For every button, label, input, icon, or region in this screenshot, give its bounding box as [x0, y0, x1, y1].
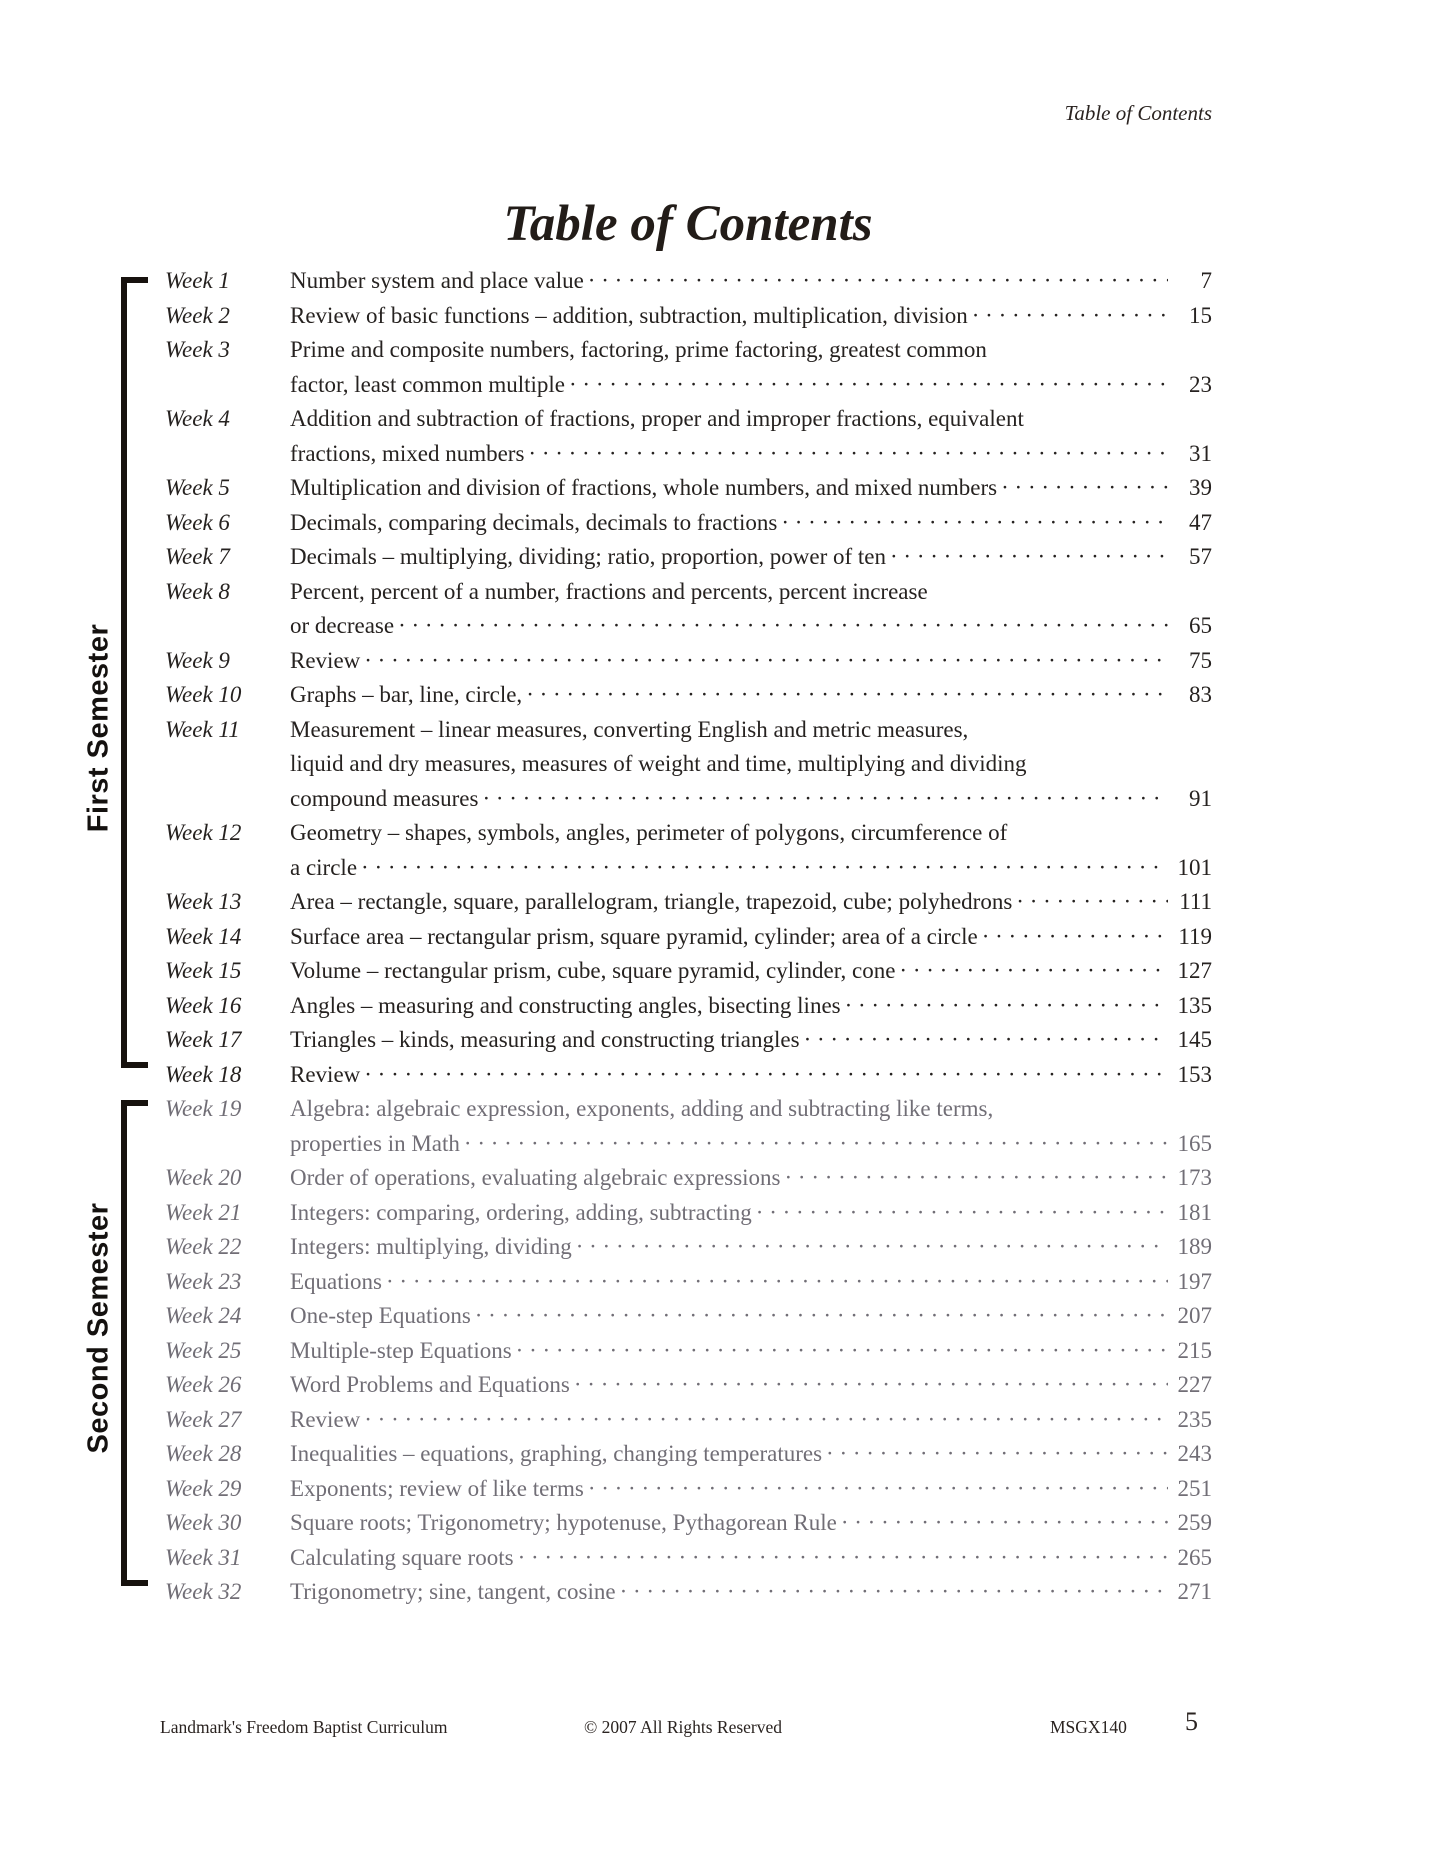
toc-line-text: Triangles – kinds, measuring and constructing triangles	[290, 1027, 800, 1052]
toc-week-label: Week 12	[165, 820, 242, 845]
footer-publisher: Landmark's Freedom Baptist Curriculum	[160, 1717, 448, 1737]
toc-entry-description	[290, 1575, 1212, 1610]
toc-line-text: Geometry – shapes, symbols, angles, perimeter of polygons, circumference of	[290, 820, 1008, 845]
toc-week-label: Week 9	[165, 647, 230, 673]
dot-leader	[518, 1541, 1168, 1576]
toc-entry-description	[290, 402, 1212, 471]
toc-entry	[165, 402, 1212, 471]
toc-week-label: Week 14	[165, 923, 242, 949]
toc-week-label: Week 29	[165, 1475, 242, 1501]
toc-week-label: Week 21	[165, 1199, 242, 1225]
toc-line-text: Trigonometry; sine, tangent, cosine	[290, 1579, 616, 1604]
toc-entry	[165, 506, 1212, 541]
toc-page-number: 173	[1177, 1165, 1212, 1190]
toc-line-text: Volume – rectangular prism, cube, square pyramid, cylinder, cone	[290, 958, 896, 983]
toc-line	[290, 299, 1212, 334]
toc-week-label: Week 32	[165, 1579, 242, 1604]
dot-leader	[982, 920, 1168, 955]
toc-entry	[165, 816, 1212, 885]
toc-line-text: Equations	[290, 1268, 382, 1294]
toc-page-number: 259	[1177, 1510, 1212, 1535]
toc-entry	[165, 885, 1212, 920]
toc-line	[290, 540, 1212, 575]
toc-week-label: Week 24	[165, 1303, 242, 1328]
toc-entry-description	[290, 678, 1212, 713]
toc-week-label: Week 7	[165, 544, 230, 569]
toc-entry-description	[290, 333, 1212, 402]
dot-leader	[785, 1161, 1169, 1196]
toc-entry	[165, 575, 1212, 644]
toc-line-text: Inequalities – equations, graphing, changing temperatures	[290, 1441, 823, 1466]
toc-entry	[165, 1334, 1212, 1369]
toc-entry	[165, 1299, 1212, 1334]
dot-leader	[845, 989, 1168, 1024]
toc-entry-description	[290, 506, 1212, 541]
dot-leader	[361, 851, 1168, 886]
toc-line-text: Review	[290, 1061, 361, 1087]
dot-leader	[526, 678, 1168, 713]
toc-line-text: Percent, percent of a number, fractions and percents, percent increase	[290, 578, 928, 604]
running-header: Table of Contents	[1064, 101, 1212, 125]
toc-line	[290, 471, 1212, 506]
toc-line-text: Exponents; review of like terms	[290, 1475, 584, 1501]
toc-line-text: Integers: comparing, ordering, adding, subtracting	[290, 1199, 752, 1225]
toc-entry-description	[290, 989, 1212, 1024]
toc-entry-description	[290, 920, 1212, 955]
toc-entry	[165, 540, 1212, 575]
toc-entry	[165, 713, 1212, 817]
toc-page-number: 39	[1189, 475, 1212, 500]
toc-page-number: 271	[1177, 1579, 1212, 1604]
toc-page-number: 165	[1177, 1130, 1212, 1156]
dot-leader	[826, 1437, 1168, 1472]
first-semester-label: First Semester	[82, 623, 115, 833]
toc-week-label: Week 17	[165, 1027, 242, 1052]
dot-leader	[516, 1334, 1168, 1369]
toc-line	[290, 920, 1212, 955]
dot-leader	[398, 609, 1168, 644]
toc-page-number: 215	[1177, 1337, 1212, 1363]
toc-line-text: Number system and place value	[290, 268, 584, 293]
toc-line	[290, 609, 1212, 644]
toc-page-number: 101	[1177, 854, 1212, 880]
dot-leader	[528, 437, 1168, 472]
dot-leader	[972, 299, 1168, 334]
toc-entry-description	[290, 644, 1212, 679]
toc-line-text: liquid and dry measures, measures of weight and time, multiplying and dividing	[290, 751, 1027, 776]
toc-week-label: Week 5	[165, 475, 230, 500]
toc-entry	[165, 1230, 1212, 1265]
toc-line-text: Calculating square roots	[290, 1544, 514, 1570]
toc-line-text: Addition and subtraction of fractions, proper and improper fractions, equivalent	[290, 406, 1024, 431]
toc-entry	[165, 989, 1212, 1024]
toc-entry	[165, 678, 1212, 713]
toc-line	[290, 954, 1212, 989]
toc-entry-description	[290, 1265, 1212, 1300]
dot-leader	[482, 782, 1168, 817]
toc-week-label: Week 4	[165, 406, 230, 431]
toc-page-number: 265	[1177, 1544, 1212, 1570]
toc-line	[290, 885, 1212, 920]
toc-line	[290, 1437, 1212, 1472]
toc-entry-description	[290, 540, 1212, 575]
toc-week-label: Week 19	[165, 1096, 242, 1121]
toc-week-label: Week 22	[165, 1234, 242, 1259]
toc-line	[290, 1230, 1212, 1265]
toc-week-label: Week 30	[165, 1510, 242, 1535]
toc-line-text: Integers: multiplying, dividing	[290, 1234, 572, 1259]
toc-entry-description	[290, 1334, 1212, 1369]
toc-line-text: factor, least common multiple	[290, 371, 566, 397]
page-title: Table of Contents	[503, 196, 873, 252]
toc-page-number: 135	[1177, 992, 1212, 1018]
dot-leader	[588, 264, 1168, 299]
toc-entry	[165, 1403, 1212, 1438]
toc-page-number: 251	[1177, 1475, 1212, 1501]
toc-entry-description	[290, 1368, 1212, 1403]
toc-page-number: 31	[1189, 440, 1212, 466]
toc-page-number: 111	[1179, 889, 1212, 914]
toc-page-number: 181	[1177, 1199, 1212, 1225]
dot-leader	[574, 1368, 1168, 1403]
toc-page-number: 127	[1177, 958, 1212, 983]
toc-line-text: a circle	[290, 854, 358, 880]
toc-list	[165, 264, 1212, 1610]
toc-entry-description	[290, 1437, 1212, 1472]
toc-line	[290, 989, 1212, 1024]
toc-page-number: 197	[1177, 1268, 1212, 1294]
dot-leader	[841, 1506, 1168, 1541]
toc-line-text: Square roots; Trigonometry; hypotenuse, Pythagorean Rule	[290, 1510, 837, 1535]
toc-entry	[165, 264, 1212, 299]
toc-entry	[165, 1437, 1212, 1472]
toc-week-label: Week 15	[165, 958, 242, 983]
toc-line	[290, 1127, 1212, 1162]
toc-week-label: Week 3	[165, 337, 230, 362]
toc-week-label: Week 18	[165, 1061, 242, 1087]
dot-leader	[804, 1023, 1168, 1058]
dot-leader	[386, 1265, 1168, 1300]
toc-line	[290, 644, 1212, 679]
toc-line-text: compound measures	[290, 785, 479, 811]
toc-line	[290, 1403, 1212, 1438]
dot-leader	[364, 1403, 1168, 1438]
toc-line	[290, 1196, 1212, 1231]
toc-line-text: Area – rectangle, square, parallelogram, triangle, trapezoid, cube; polyhedrons	[290, 889, 1013, 914]
dot-leader	[464, 1127, 1168, 1162]
footer-page-number: 5	[1185, 1707, 1198, 1736]
toc-page-number: 15	[1189, 302, 1212, 328]
toc-line-text: Algebra: algebraic expression, exponents, adding and subtracting like terms,	[290, 1096, 994, 1121]
toc-line	[290, 264, 1212, 299]
toc-entry	[165, 1506, 1212, 1541]
toc-line-text: Review	[290, 1406, 361, 1432]
toc-line-text: Prime and composite numbers, factoring, prime factoring, greatest common	[290, 337, 987, 362]
toc-page-number: 207	[1177, 1303, 1212, 1328]
toc-entry	[165, 1058, 1212, 1093]
toc-entry-description	[290, 1506, 1212, 1541]
toc-entry	[165, 1023, 1212, 1058]
toc-line-text: Review of basic functions – addition, subtraction, multiplication, division	[290, 302, 968, 328]
toc-week-label: Week 13	[165, 889, 242, 914]
toc-entry-description	[290, 1230, 1212, 1265]
toc-page-number: 119	[1178, 923, 1212, 949]
toc-line	[290, 1334, 1212, 1369]
toc-week-label: Week 31	[165, 1544, 242, 1570]
toc-entry-description	[290, 1403, 1212, 1438]
toc-page-number: 153	[1177, 1061, 1212, 1087]
toc-entry	[165, 954, 1212, 989]
toc-entry-description	[290, 1299, 1212, 1334]
toc-line-text: Angles – measuring and constructing angles, bisecting lines	[290, 992, 841, 1018]
toc-line	[290, 1058, 1212, 1093]
toc-line	[290, 851, 1212, 886]
toc-entry	[165, 1196, 1212, 1231]
toc-entry	[165, 1161, 1212, 1196]
toc-page-number: 145	[1177, 1027, 1212, 1052]
toc-entry-description	[290, 1541, 1212, 1576]
toc-week-label: Week 20	[165, 1165, 242, 1190]
toc-page-number: 227	[1177, 1372, 1212, 1397]
toc-line-text: Order of operations, evaluating algebraic expressions	[290, 1165, 781, 1190]
toc-week-label: Week 2	[165, 302, 230, 328]
second-semester-bracket	[121, 1100, 145, 1586]
toc-entry	[165, 471, 1212, 506]
toc-line-text: Multiplication and division of fractions, whole numbers, and mixed numbers	[290, 475, 998, 500]
toc-line	[290, 437, 1212, 472]
toc-entry-description	[290, 1023, 1212, 1058]
toc-line	[290, 1472, 1212, 1507]
toc-entry-description	[290, 264, 1212, 299]
toc-entry	[165, 644, 1212, 679]
footer-product-code: MSGX140	[1050, 1717, 1127, 1737]
toc-week-label: Week 26	[165, 1372, 242, 1397]
toc-entry-description	[290, 471, 1212, 506]
dot-leader	[756, 1196, 1168, 1231]
toc-entry	[165, 1541, 1212, 1576]
toc-entry	[165, 1265, 1212, 1300]
dot-leader	[588, 1472, 1168, 1507]
toc-page-number: 7	[1200, 268, 1212, 293]
dot-leader	[899, 954, 1168, 989]
toc-page-number: 65	[1189, 613, 1212, 638]
toc-week-label: Week 11	[165, 716, 240, 742]
toc-page-number: 235	[1177, 1406, 1212, 1432]
toc-entry-description	[290, 1161, 1212, 1196]
toc-line-text: One-step Equations	[290, 1303, 471, 1328]
toc-line	[290, 1541, 1212, 1576]
toc-line-text: Measurement – linear measures, converting English and metric measures,	[290, 716, 969, 742]
toc-page-number: 83	[1189, 682, 1212, 707]
toc-line	[290, 1506, 1212, 1541]
toc-line-text: Decimals, comparing decimals, decimals to fractions	[290, 509, 778, 535]
toc-week-label: Week 1	[165, 268, 230, 293]
toc-page-number: 47	[1189, 509, 1212, 535]
toc-line	[290, 678, 1212, 713]
toc-week-label: Week 25	[165, 1337, 242, 1363]
toc-line-text: or decrease	[290, 613, 395, 638]
toc-line	[290, 1161, 1212, 1196]
toc-week-label: Week 23	[165, 1268, 242, 1294]
toc-line-text: Graphs – bar, line, circle,	[290, 682, 523, 707]
toc-line	[290, 1023, 1212, 1058]
toc-entry	[165, 920, 1212, 955]
dot-leader	[576, 1230, 1168, 1265]
toc-entry-description	[290, 575, 1212, 644]
toc-page-number: 189	[1177, 1234, 1212, 1259]
toc-entry	[165, 1092, 1212, 1161]
toc-entry-description	[290, 885, 1212, 920]
dot-leader	[475, 1299, 1168, 1334]
toc-line-text: properties in Math	[290, 1130, 460, 1156]
toc-entry	[165, 299, 1212, 334]
toc-page-number: 91	[1189, 785, 1212, 811]
toc-line-text: Decimals – multiplying, dividing; ratio, proportion, power of ten	[290, 544, 886, 569]
dot-leader	[620, 1575, 1168, 1610]
toc-entry-description	[290, 954, 1212, 989]
toc-line-text: Word Problems and Equations	[290, 1372, 570, 1397]
toc-week-label: Week 28	[165, 1441, 242, 1466]
toc-entry-description	[290, 1472, 1212, 1507]
toc-entry-description	[290, 816, 1212, 885]
toc-page-number: 75	[1189, 647, 1212, 673]
toc-line	[290, 1368, 1212, 1403]
toc-line-text: Surface area – rectangular prism, square pyramid, cylinder; area of a circle	[290, 923, 978, 949]
toc-week-label: Week 10	[165, 682, 242, 707]
toc-line-text: Review	[290, 647, 361, 673]
toc-entry-description	[290, 1196, 1212, 1231]
toc-line	[290, 782, 1212, 817]
toc-page-number: 243	[1177, 1441, 1212, 1466]
toc-line	[290, 368, 1212, 403]
toc-line-text: fractions, mixed numbers	[290, 440, 525, 466]
dot-leader	[1001, 471, 1168, 506]
dot-leader	[890, 540, 1168, 575]
dot-leader	[364, 1058, 1168, 1093]
toc-entry-description	[290, 713, 1212, 817]
toc-line	[290, 1575, 1212, 1610]
toc-entry	[165, 333, 1212, 402]
dot-leader	[569, 368, 1168, 403]
toc-page-number: 23	[1189, 371, 1212, 397]
second-semester-label: Second Semester	[82, 1202, 115, 1454]
toc-entry	[165, 1368, 1212, 1403]
toc-entry	[165, 1472, 1212, 1507]
toc-page-number: 57	[1189, 544, 1212, 569]
toc-line	[290, 506, 1212, 541]
footer-copyright: © 2007 All Rights Reserved	[584, 1717, 783, 1737]
first-semester-bracket	[121, 277, 145, 1068]
toc-entry-description	[290, 1092, 1212, 1161]
toc-entry-description	[290, 1058, 1212, 1093]
toc-line	[290, 1299, 1212, 1334]
toc-week-label: Week 27	[165, 1406, 242, 1432]
dot-leader	[781, 506, 1168, 541]
toc-entry	[165, 1575, 1212, 1610]
toc-week-label: Week 8	[165, 578, 230, 604]
toc-week-label: Week 6	[165, 509, 230, 535]
toc-line-text: Multiple-step Equations	[290, 1337, 512, 1363]
toc-entry-description	[290, 299, 1212, 334]
toc-line	[290, 1265, 1212, 1300]
dot-leader	[364, 644, 1168, 679]
toc-week-label: Week 16	[165, 992, 242, 1018]
dot-leader	[1016, 885, 1168, 920]
